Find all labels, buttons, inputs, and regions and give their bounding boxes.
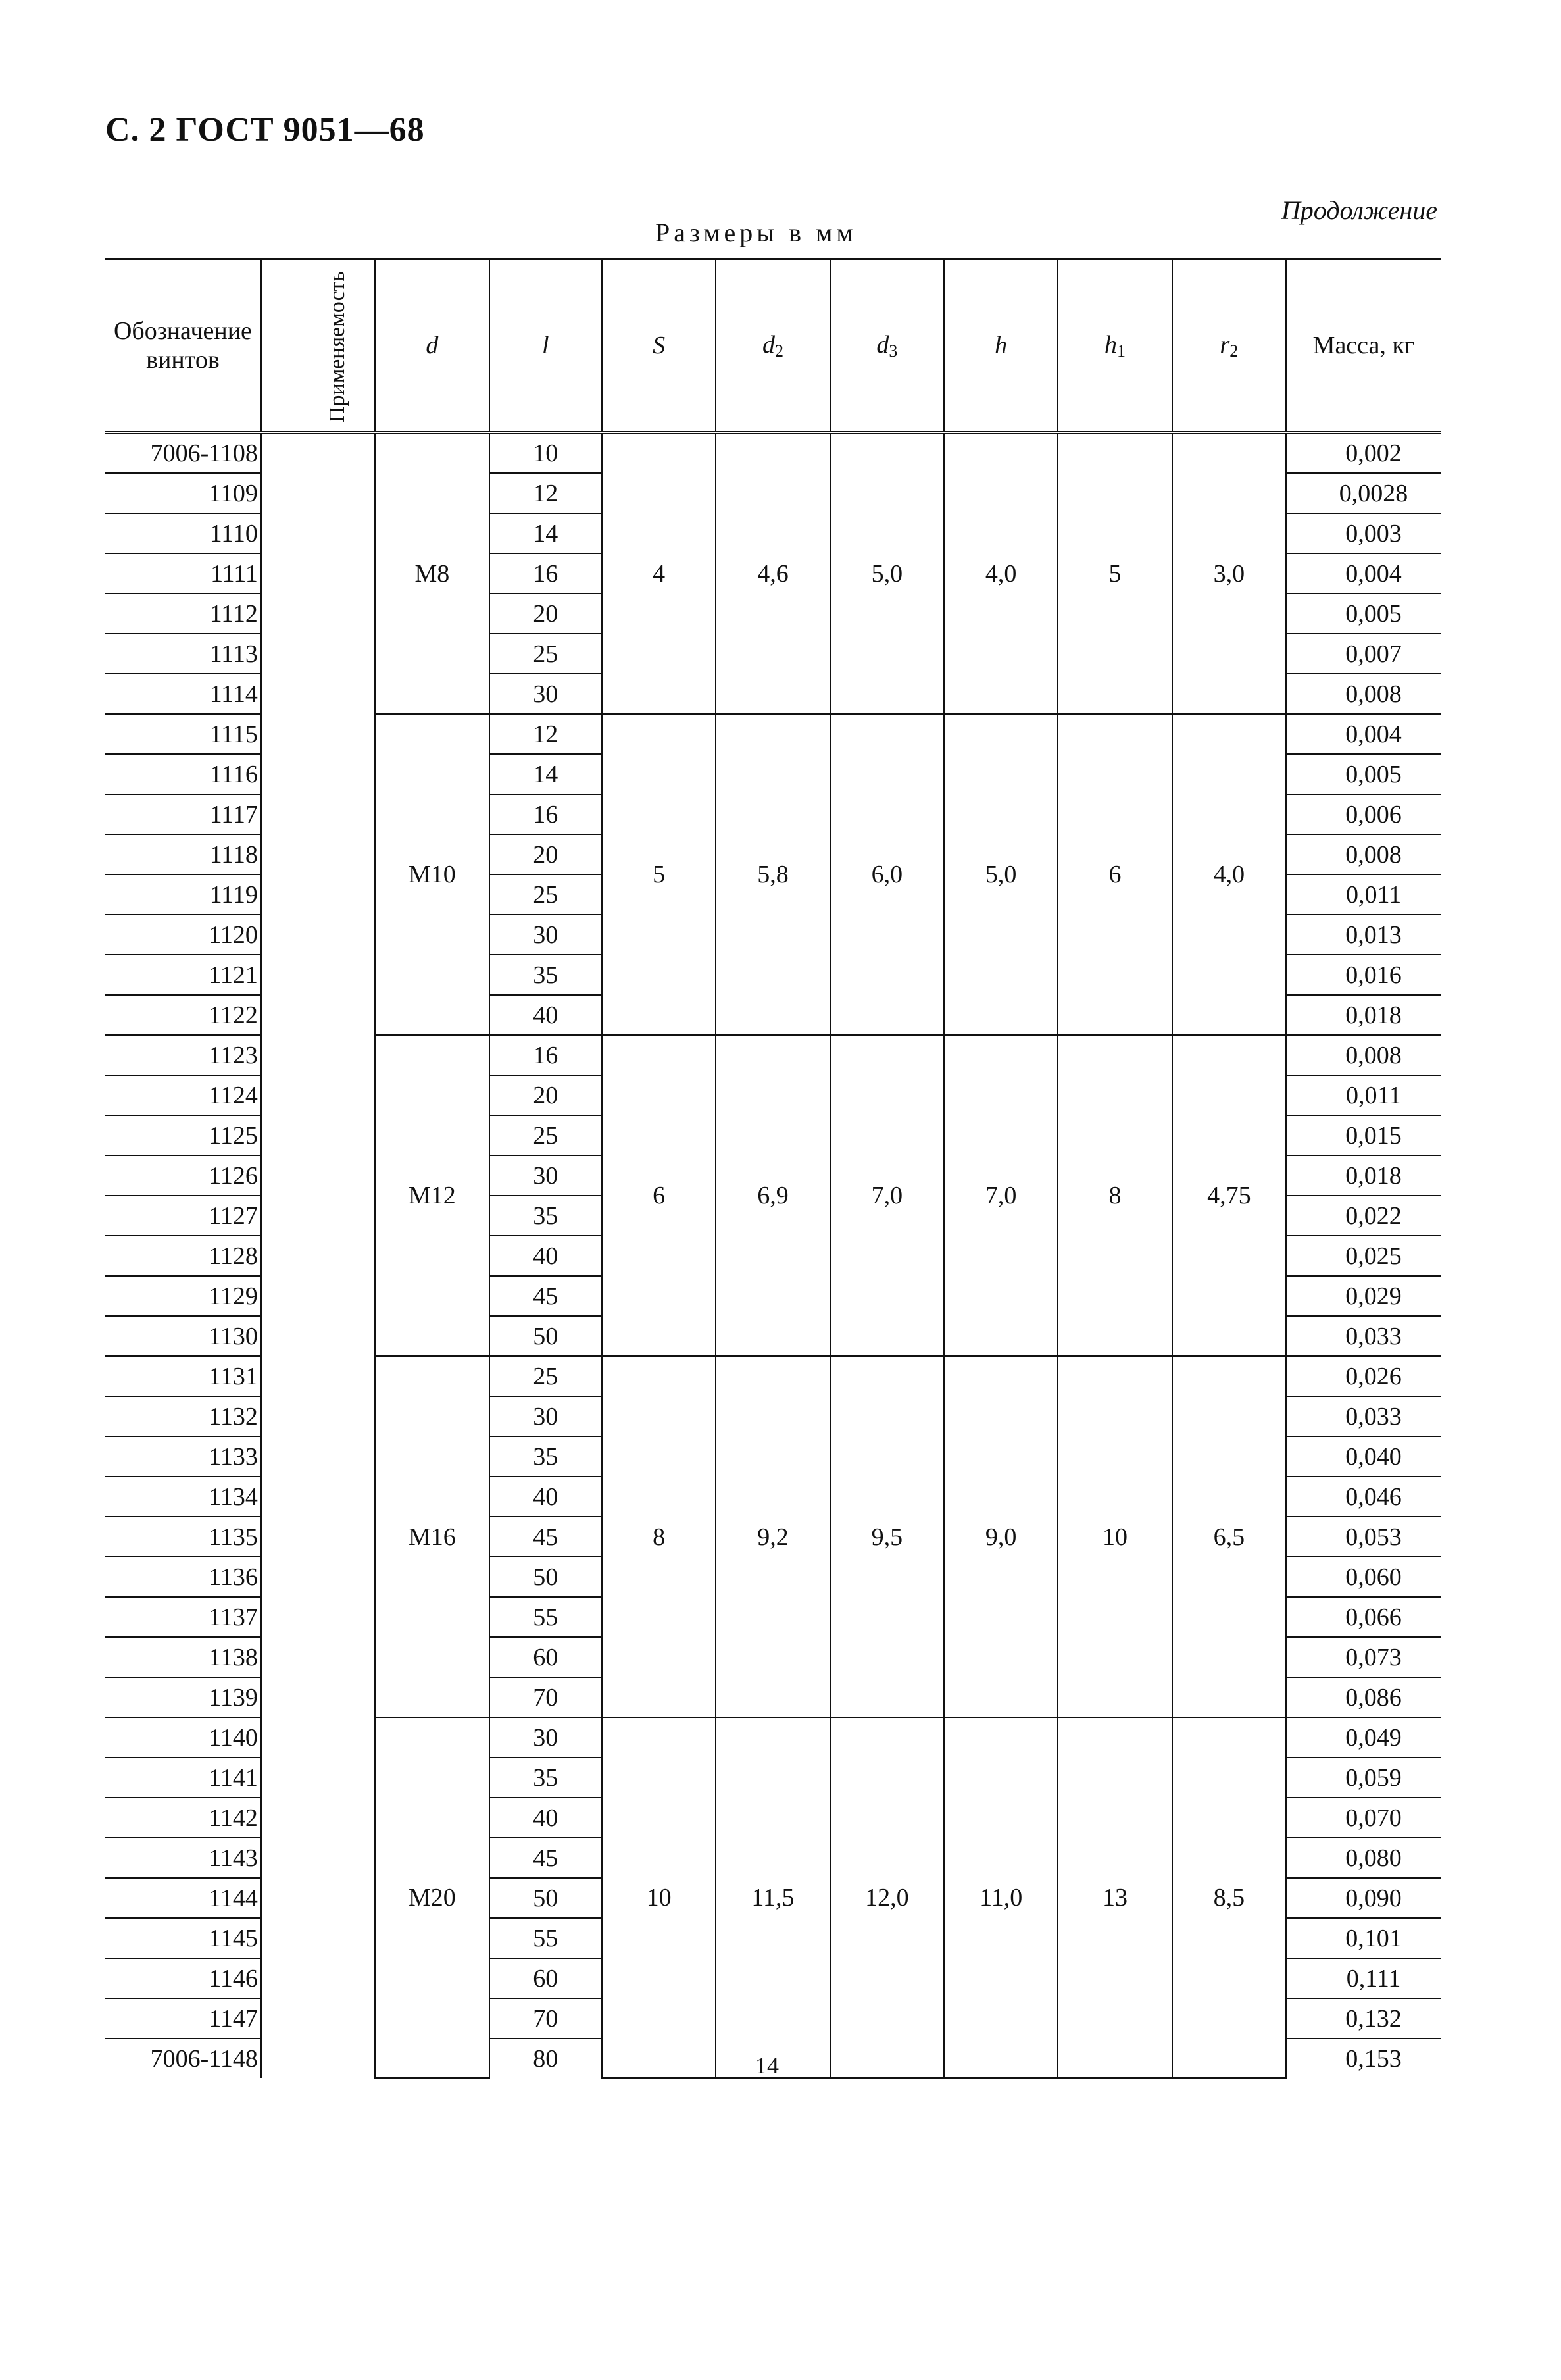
mass-cell: 0,008 [1286, 1035, 1441, 1075]
param-h1-cell: 13 [1058, 1717, 1172, 2078]
length-cell: 80 [489, 2038, 602, 2078]
page-number: 14 [755, 2052, 779, 2079]
designation-cell: 1142 [105, 1798, 261, 1838]
length-cell: 40 [489, 995, 602, 1035]
designation-cell: 1128 [105, 1236, 261, 1276]
length-cell: 30 [489, 915, 602, 955]
applicability-cell [261, 1436, 375, 1477]
length-cell: 50 [489, 1557, 602, 1597]
mass-cell: 0,132 [1286, 1998, 1441, 2038]
table-row [105, 1356, 1441, 1396]
header-l: l [489, 259, 602, 433]
param-d3-cell: 7,0 [830, 1035, 944, 1356]
mass-cell: 0,153 [1286, 2038, 1441, 2078]
header-h1-base: h [1104, 330, 1118, 359]
param-h1-cell: 10 [1058, 1356, 1172, 1717]
param-h1-cell: 6 [1058, 714, 1172, 1035]
param-s-cell: 8 [602, 1356, 716, 1717]
mass-cell: 0,0028 [1286, 473, 1441, 513]
length-cell: 55 [489, 1918, 602, 1958]
designation-cell: 1112 [105, 594, 261, 634]
param-h1-cell: 5 [1058, 432, 1172, 714]
length-cell: 20 [489, 834, 602, 874]
applicability-cell [261, 874, 375, 915]
param-d2-cell: 9,2 [716, 1356, 830, 1717]
table-row [105, 1035, 1441, 1075]
param-d2-cell: 6,9 [716, 1035, 830, 1356]
designation-cell: 1123 [105, 1035, 261, 1075]
applicability-cell [261, 553, 375, 594]
length-cell: 35 [489, 1758, 602, 1798]
param-s-cell: 5 [602, 714, 716, 1035]
designation-cell: 7006-1108 [105, 432, 261, 473]
thread-d-cell: M16 [375, 1356, 489, 1717]
param-r2-cell: 4,75 [1172, 1035, 1286, 1356]
length-cell: 55 [489, 1597, 602, 1637]
mass-cell: 0,004 [1286, 714, 1441, 754]
screw-dimensions-table [105, 258, 1441, 2079]
mass-cell: 0,070 [1286, 1798, 1441, 1838]
header-applicability-text: Применяемость [324, 270, 349, 423]
designation-cell: 1133 [105, 1436, 261, 1477]
length-cell: 20 [489, 1075, 602, 1115]
mass-cell: 0,033 [1286, 1396, 1441, 1436]
mass-cell: 0,033 [1286, 1316, 1441, 1356]
param-s-cell: 6 [602, 1035, 716, 1356]
designation-cell: 1113 [105, 634, 261, 674]
designation-cell: 1125 [105, 1115, 261, 1155]
length-cell: 45 [489, 1517, 602, 1557]
length-cell: 35 [489, 1196, 602, 1236]
applicability-cell [261, 1075, 375, 1115]
mass-cell: 0,018 [1286, 995, 1441, 1035]
designation-cell: 1137 [105, 1597, 261, 1637]
mass-cell: 0,003 [1286, 513, 1441, 553]
designation-cell: 1145 [105, 1918, 261, 1958]
param-d2-cell: 4,6 [716, 432, 830, 714]
designation-cell: 1117 [105, 794, 261, 834]
length-cell: 16 [489, 794, 602, 834]
length-cell: 40 [489, 1236, 602, 1276]
designation-cell: 1121 [105, 955, 261, 995]
mass-cell: 0,025 [1286, 1236, 1441, 1276]
length-cell: 25 [489, 634, 602, 674]
table-header-row [105, 259, 1441, 433]
applicability-cell [261, 1677, 375, 1717]
length-cell: 30 [489, 1155, 602, 1196]
applicability-cell [261, 634, 375, 674]
mass-cell: 0,008 [1286, 834, 1441, 874]
designation-cell: 1126 [105, 1155, 261, 1196]
header-r2-sub: 2 [1229, 341, 1239, 361]
designation-cell: 1111 [105, 553, 261, 594]
applicability-cell [261, 714, 375, 754]
designation-cell: 1131 [105, 1356, 261, 1396]
applicability-cell [261, 432, 375, 473]
designation-cell: 1138 [105, 1637, 261, 1677]
length-cell: 16 [489, 553, 602, 594]
thread-d-cell: M20 [375, 1717, 489, 2078]
header-d3-base: d [876, 330, 889, 359]
designation-cell: 1116 [105, 754, 261, 794]
designation-cell: 1139 [105, 1677, 261, 1717]
applicability-cell [261, 1316, 375, 1356]
header-d2 [716, 259, 830, 433]
applicability-cell [261, 1035, 375, 1075]
length-cell: 45 [489, 1838, 602, 1878]
param-r2-cell: 6,5 [1172, 1356, 1286, 1717]
applicability-cell [261, 1236, 375, 1276]
page-header: С. 2 ГОСТ 9051—68 [105, 111, 425, 149]
applicability-cell [261, 513, 375, 553]
applicability-cell [261, 1196, 375, 1236]
designation-cell: 1119 [105, 874, 261, 915]
length-cell: 10 [489, 432, 602, 473]
length-cell: 60 [489, 1958, 602, 1998]
mass-cell: 0,053 [1286, 1517, 1441, 1557]
mass-cell: 0,066 [1286, 1597, 1441, 1637]
length-cell: 60 [489, 1637, 602, 1677]
applicability-cell [261, 1115, 375, 1155]
applicability-cell [261, 674, 375, 714]
applicability-cell [261, 1798, 375, 1838]
mass-cell: 0,011 [1286, 874, 1441, 915]
table-row [105, 432, 1441, 473]
header-mass: Масса, кг [1286, 259, 1441, 433]
param-d2-cell: 11,5 [716, 1717, 830, 2078]
applicability-cell [261, 995, 375, 1035]
mass-cell: 0,022 [1286, 1196, 1441, 1236]
mass-cell: 0,007 [1286, 634, 1441, 674]
length-cell: 14 [489, 754, 602, 794]
length-cell: 30 [489, 674, 602, 714]
param-r2-cell: 3,0 [1172, 432, 1286, 714]
param-d3-cell: 6,0 [830, 714, 944, 1035]
length-cell: 25 [489, 1356, 602, 1396]
length-cell: 35 [489, 1436, 602, 1477]
mass-cell: 0,026 [1286, 1356, 1441, 1396]
designation-cell: 1136 [105, 1557, 261, 1597]
designation-cell: 1147 [105, 1998, 261, 2038]
applicability-cell [261, 1758, 375, 1798]
thread-d-cell: M12 [375, 1035, 489, 1356]
applicability-cell [261, 955, 375, 995]
mass-cell: 0,059 [1286, 1758, 1441, 1798]
designation-cell: 1127 [105, 1196, 261, 1236]
length-cell: 12 [489, 714, 602, 754]
header-d3 [830, 259, 944, 433]
length-cell: 12 [489, 473, 602, 513]
mass-cell: 0,016 [1286, 955, 1441, 995]
mass-cell: 0,086 [1286, 1677, 1441, 1717]
applicability-cell [261, 1637, 375, 1677]
applicability-cell [261, 1356, 375, 1396]
param-d2-cell: 5,8 [716, 714, 830, 1035]
param-h-cell: 11,0 [944, 1717, 1058, 2078]
applicability-cell [261, 2038, 375, 2078]
length-cell: 16 [489, 1035, 602, 1075]
header-applicability [261, 259, 375, 433]
units-caption: Размеры в мм [655, 218, 857, 247]
length-cell: 30 [489, 1717, 602, 1758]
mass-cell: 0,018 [1286, 1155, 1441, 1196]
mass-cell: 0,005 [1286, 754, 1441, 794]
designation-cell: 1146 [105, 1958, 261, 1998]
applicability-cell [261, 1597, 375, 1637]
length-cell: 35 [489, 955, 602, 995]
mass-cell: 0,080 [1286, 1838, 1441, 1878]
mass-cell: 0,090 [1286, 1878, 1441, 1918]
designation-cell: 1124 [105, 1075, 261, 1115]
length-cell: 40 [489, 1798, 602, 1838]
mass-cell: 0,060 [1286, 1557, 1441, 1597]
mass-cell: 0,040 [1286, 1436, 1441, 1477]
param-h-cell: 9,0 [944, 1356, 1058, 1717]
mass-cell: 0,006 [1286, 794, 1441, 834]
applicability-cell [261, 794, 375, 834]
applicability-cell [261, 1958, 375, 1998]
designation-cell: 1115 [105, 714, 261, 754]
applicability-cell [261, 1878, 375, 1918]
applicability-cell [261, 1918, 375, 1958]
header-d3-sub: 3 [889, 341, 898, 361]
param-s-cell: 4 [602, 432, 716, 714]
mass-cell: 0,046 [1286, 1477, 1441, 1517]
length-cell: 25 [489, 1115, 602, 1155]
table-body [105, 432, 1441, 2078]
header-d: d [375, 259, 489, 433]
param-h1-cell: 8 [1058, 1035, 1172, 1356]
mass-cell: 0,004 [1286, 553, 1441, 594]
table-row [105, 714, 1441, 754]
param-d3-cell: 5,0 [830, 432, 944, 714]
header-h: h [944, 259, 1058, 433]
designation-cell: 1132 [105, 1396, 261, 1436]
designation-cell: 1141 [105, 1758, 261, 1798]
mass-cell: 0,008 [1286, 674, 1441, 714]
mass-cell: 0,111 [1286, 1958, 1441, 1998]
designation-cell: 1134 [105, 1477, 261, 1517]
header-r2-base: r [1220, 330, 1230, 359]
table-row [105, 1717, 1441, 1758]
mass-cell: 0,002 [1286, 432, 1441, 473]
designation-cell: 1110 [105, 513, 261, 553]
designation-cell: 1109 [105, 473, 261, 513]
length-cell: 20 [489, 594, 602, 634]
param-r2-cell: 4,0 [1172, 714, 1286, 1035]
param-h-cell: 5,0 [944, 714, 1058, 1035]
header-d2-base: d [762, 330, 775, 359]
mass-cell: 0,005 [1286, 594, 1441, 634]
length-cell: 30 [489, 1396, 602, 1436]
param-d3-cell: 9,5 [830, 1356, 944, 1717]
header-d2-sub: 2 [774, 341, 783, 361]
applicability-cell [261, 1396, 375, 1436]
length-cell: 70 [489, 1998, 602, 2038]
applicability-cell [261, 1838, 375, 1878]
length-cell: 25 [489, 874, 602, 915]
thread-d-cell: M10 [375, 714, 489, 1035]
param-h-cell: 4,0 [944, 432, 1058, 714]
length-cell: 50 [489, 1316, 602, 1356]
designation-cell: 7006-1148 [150, 2044, 258, 2073]
designation-cell: 1140 [105, 1717, 261, 1758]
length-cell: 40 [489, 1477, 602, 1517]
mass-cell: 0,015 [1286, 1115, 1441, 1155]
param-r2-cell: 8,5 [1172, 1717, 1286, 2078]
designation-cell: 1114 [105, 674, 261, 714]
param-h-cell: 7,0 [944, 1035, 1058, 1356]
length-cell: 45 [489, 1276, 602, 1316]
designation-cell: 1135 [105, 1517, 261, 1557]
applicability-cell [261, 1155, 375, 1196]
header-h1 [1058, 259, 1172, 433]
mass-cell: 0,029 [1286, 1276, 1441, 1316]
header-s: S [602, 259, 716, 433]
applicability-cell [261, 473, 375, 513]
mass-cell: 0,049 [1286, 1717, 1441, 1758]
length-cell: 70 [489, 1677, 602, 1717]
applicability-cell [261, 1717, 375, 1758]
header-r2 [1172, 259, 1286, 433]
applicability-cell [261, 594, 375, 634]
applicability-cell [261, 754, 375, 794]
applicability-cell [261, 1477, 375, 1517]
designation-cell: 1129 [105, 1276, 261, 1316]
mass-cell: 0,013 [1286, 915, 1441, 955]
param-d3-cell: 12,0 [830, 1717, 944, 2078]
designation-cell: 1130 [105, 1316, 261, 1356]
applicability-cell [261, 1517, 375, 1557]
length-cell: 14 [489, 513, 602, 553]
designation-cell: 1120 [105, 915, 261, 955]
designation-cell: 1122 [105, 995, 261, 1035]
param-s-cell: 10 [602, 1717, 716, 2078]
applicability-cell [261, 1557, 375, 1597]
applicability-cell [261, 834, 375, 874]
mass-cell: 0,073 [1286, 1637, 1441, 1677]
designation-cell: 1143 [105, 1838, 261, 1878]
continuation-label: Продолжение [1281, 195, 1437, 225]
header-designation: Обозначение винтов [105, 259, 261, 433]
designation-cell: 1118 [105, 834, 261, 874]
applicability-cell [261, 1998, 375, 2038]
mass-cell: 0,011 [1286, 1075, 1441, 1115]
designation-cell: 1144 [105, 1878, 261, 1918]
length-cell: 50 [489, 1878, 602, 1918]
applicability-cell [261, 1276, 375, 1316]
applicability-cell [261, 915, 375, 955]
thread-d-cell: M8 [375, 432, 489, 714]
mass-cell: 0,101 [1286, 1918, 1441, 1958]
header-h1-sub: 1 [1117, 341, 1126, 361]
